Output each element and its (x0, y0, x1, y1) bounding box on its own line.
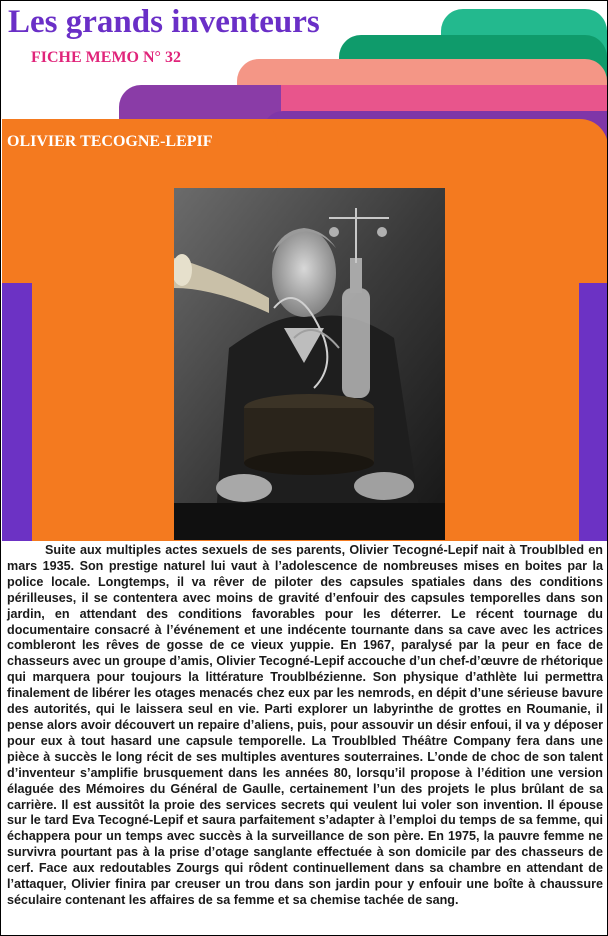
fiche-number: FICHE MEMO N° 32 (31, 49, 181, 66)
site-title: Les grands inventeurs (8, 4, 320, 40)
inventor-name: OLIVIER TECOGNE-LEPIF (7, 133, 213, 150)
purple-side-bar-left (2, 283, 32, 541)
purple-side-bar-right (579, 283, 607, 541)
portrait-photo-icon (174, 188, 445, 540)
inventor-portrait-photo (174, 188, 445, 540)
article-body: Suite aux multiples actes sexuels de ses parents, Olivier Tecogné-Lepif nait à Troublbled en mars 1935. Son prestige naturel lui vaut à l’adolescence de nombreuses mises en boites par la police locale. Longtemps, il va rêver de piloter des capsules spatiales dans des conditions périlleuses, il se contentera avec moins de gravité d’enfouir des capsules temporelles dans son jardin, en attendant des conditions favorables pour les déterrer. Le récent tournage du documentaire consacré à l’événement et une indécente tournante dans sa cave avec les actrices combleront les rêves de gosse de ce vieux yuppie. En 1967, paralysé par la peur en face de chasseurs avec un groupe d’amis, Olivier Tecogné-Lepif accouche d’un chef-d’œuvre de rhétorique qui marquera pour toujours la littérature Troublbézienne. Son physique d’athlète lui permettra finalement de libérer les otages menacés chez eux par les nemrods, en dépit d’une sérieuse bavure des autorités, qui le laissera seul en vie. Parti explorer un labyrinthe de grottes en Roumanie, il pense alors avoir découvert un repaire d’aliens, puis, pour assouvir un désir enfoui, il va y déposer pour eux à tout hasard une capsule temporelle. La Troublbled Théâtre Company fera dans une pièce à succès le long récit de ses multiples aventures souterraines. L’onde de choc de son talent d’inventeur s’amplifie brusquement dans les années 80, lorsqu’il propose à l’édition une version élaguée des Mémoires du Général de Gaulle, certainement l’un des projets le plus brûlant de sa carrière. Il est aussitôt la proie des services secrets qui veulent lui voler son invention. Il épouse sur le tard Eva Tecogné-Lepif et saura parfaitement s’adapter à l’emploi du temps de sa femme, qui échappera pour un temps avec succès à la surveillance de son père. En 1975, la pauvre femme ne survivra pourtant pas à la prise d’otage sanglante effectuée à son domicile par des chasseurs de cerf. Face aux redoutables Zourgs qui rôdent continuellement dans sa chambre en attendant de l’attaquer, Olivier finira par creuser un trou dans son jardin pour y enfouir une boîte à chaussure séculaire contenant les affaires de sa femme et sa chemise tachée de sang. (7, 543, 604, 907)
